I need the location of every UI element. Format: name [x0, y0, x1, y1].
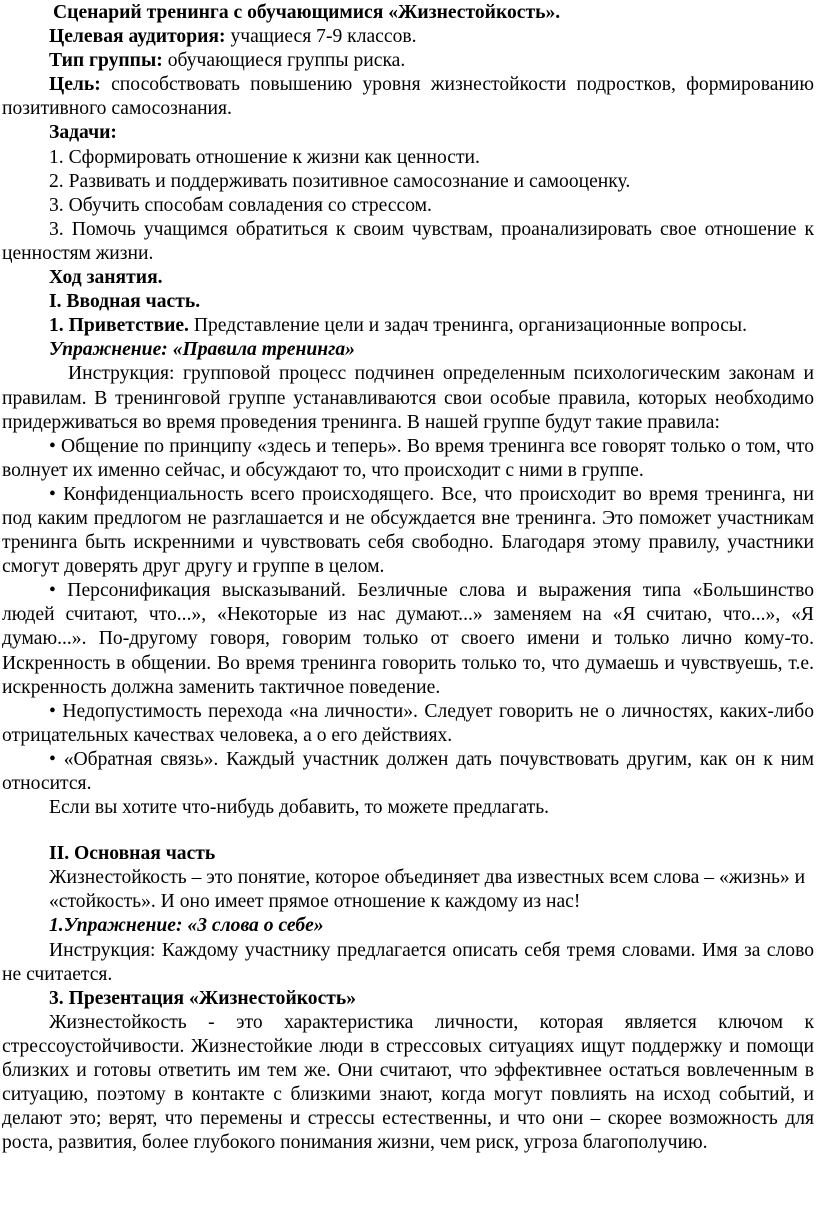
course-heading: Ход занятия. — [49, 267, 163, 289]
presentation-title: 3. Презентация «Жизнестойкость» — [49, 987, 357, 1009]
resilience-definition: Жизнестойкость – это понятие, которое объединяет два известных всем слова – «жизнь» и «стойкость». И оно имеет прямое отношение к каждому из нас! — [49, 867, 806, 913]
task-item: 2. Развивать и поддерживать позитивное самосознание и самооценку. — [49, 170, 631, 192]
exercise-three-words-title: 1.Упражнение: «3 слова о себе» — [49, 915, 324, 937]
goal — [2, 73, 814, 121]
task-item: 1. Сформировать отношение к жизни как ценности. — [49, 146, 480, 168]
main-part-heading: II. Основная часть — [49, 843, 216, 865]
exercise-three-words-text: Инструкция: Каждому участнику предлагается описать себя тремя словами. Имя за слово не считается. — [2, 939, 814, 985]
tasks-heading: Задачи: — [49, 122, 117, 144]
rule-item: • Конфиденциальность всего происходящего. Все, что происходит во время тренинга, ни под каким предлогом не разглашается и не обсуждается вне тренинга. Это поможет участникам тренинга быть искренними и чувствовать себя свободно. Благодаря этому правилу, участники смогут доверять друг другу и группе в целом. — [2, 483, 814, 578]
rule-item: • Недопустимость перехода «на личности». Следует говорить не о личностях, каких-либо отрицательных качествах человека, а о его действиях. — [2, 700, 814, 746]
greeting-label: 1. Приветствие. — [49, 315, 189, 337]
task-item: 3. Обучить способам совладения со стрессом. — [49, 194, 432, 216]
rule-item: • «Обратная связь». Каждый участник должен дать почувствовать другим, как он к ним относится. — [2, 748, 814, 794]
presentation-text: Жизнестойкость - это характеристика личности, которая является ключом к стрессоустойчивости. Жизнестойкие люди в стрессовых ситуациях ищут поддержку и помощи близких и готовы ответить им тем же. Они считают, что эффективнее остаться вовлеченным в ситуацию, поэтому в контакте с близкими знают, когда могут повлиять на исход событий, и делают это; верят, что перемены и стрессы естественны, и что они – скорее возможность для роста, развития, более глубокого понимания жизни, чем риск, угроза благополучию. — [2, 1011, 814, 1154]
tasks-list — [2, 146, 814, 266]
goal-value: способствовать повышению уровня жизнестойкости подростков, формированию позитивного самосознания. — [2, 74, 814, 120]
spacer — [2, 820, 814, 842]
rule-item: • Общение по принципу «здесь и теперь». Во время тренинга все говорят только о том, что волнует их именно сейчас, и обсуждают то, что происходит с ними в группе. — [2, 435, 814, 481]
group-value: обучающиеся группы риска. — [162, 50, 406, 72]
goal-label: Цель: — [49, 74, 101, 96]
group-label: Тип группы: — [49, 50, 163, 72]
intro-part-heading: I. Вводная часть. — [49, 291, 201, 313]
group-type — [2, 49, 814, 73]
audience-label: Целевая аудитория: — [49, 26, 226, 48]
rule-item: • Персонификация высказываний. Безличные слова и выражения типа «Большинство людей считают, что...», «Некоторые из нас думают...» заменяем на «Я считаю, что...», «Я думаю...». По-другому говоря, говорим только от своего имени и только лично кому-то. Искренность в общении. Во время тренинга говорить только то, что думаешь и чувствуешь, т.е. искренность должна заменить тактичное поведение. — [2, 580, 814, 698]
document-title: Сценарий тренинга с обучающимися «Жизнестойкость». — [53, 2, 561, 23]
rules-closing: Если вы хотите что-нибудь добавить, то можете предлагать. — [49, 797, 550, 819]
greeting-text: Представление цели и задач тренинга, организационные вопросы. — [188, 315, 747, 337]
task-item: 3. Помочь учащимся обратиться к своим чувствам, проанализировать свое отношение к ценностям жизни. — [2, 218, 814, 264]
greeting — [2, 314, 814, 338]
rules-instruction: Инструкция: групповой процесс подчинен определенным психологическим законам и правилам. В тренинговой группе устанавливаются свои особые правила, которых необходимо придерживаться во время проведения тренинга. В нашей группе будут такие правила: — [2, 363, 814, 433]
audience-value: учащиеся 7-9 классов. — [225, 26, 417, 48]
target-audience — [2, 25, 814, 49]
exercise-rules-title: Упражнение: «Правила тренинга» — [49, 339, 355, 361]
